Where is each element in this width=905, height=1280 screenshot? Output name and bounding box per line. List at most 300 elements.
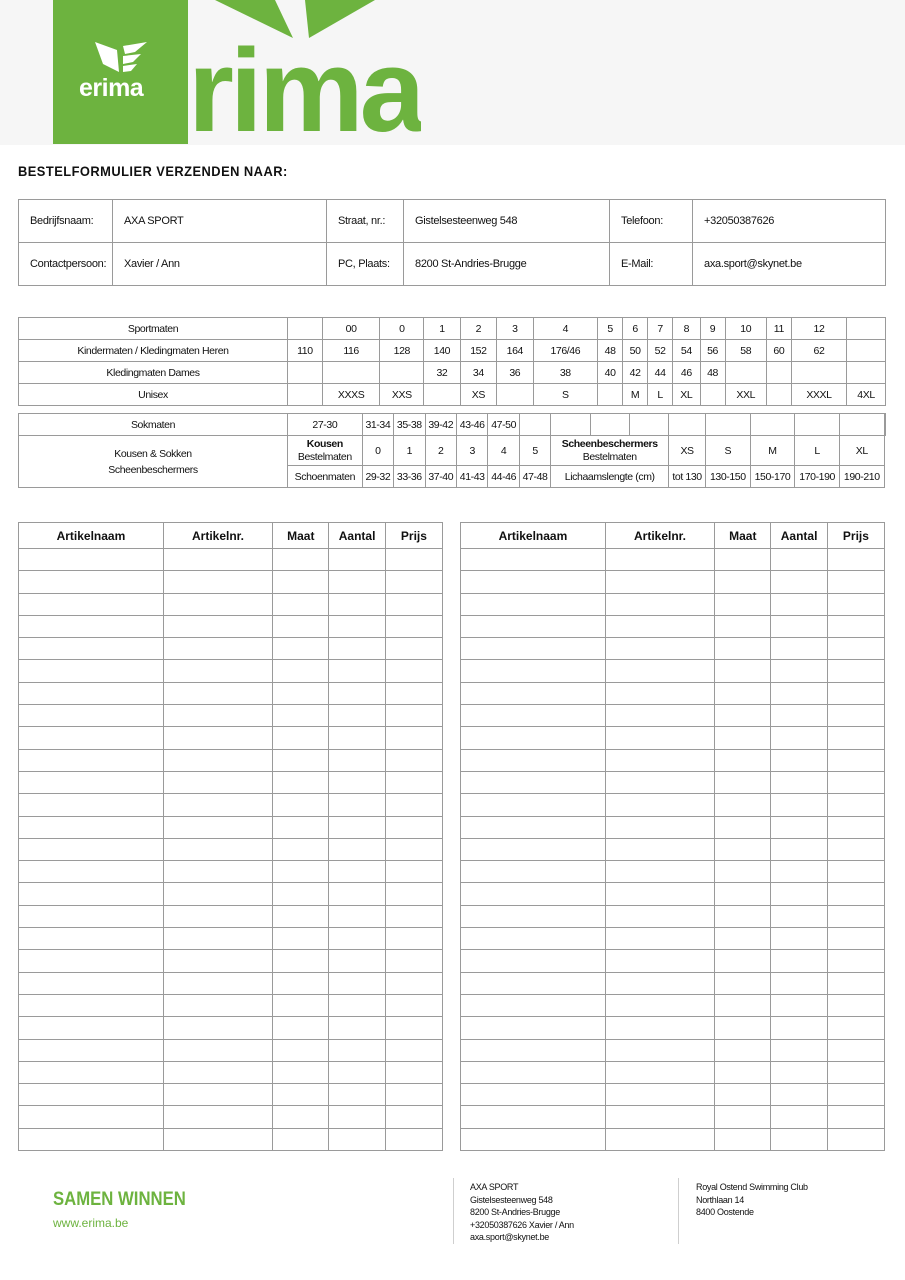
article-cell[interactable] — [461, 838, 606, 860]
article-cell[interactable] — [19, 660, 164, 682]
article-cell[interactable] — [273, 660, 329, 682]
article-cell[interactable] — [273, 771, 329, 793]
article-cell[interactable] — [163, 1106, 272, 1128]
article-cell[interactable] — [19, 615, 164, 637]
article-cell[interactable] — [273, 905, 329, 927]
article-cell[interactable] — [771, 549, 827, 571]
article-cell[interactable] — [385, 727, 442, 749]
article-cell[interactable] — [461, 593, 606, 615]
article-row — [461, 905, 885, 927]
article-cell[interactable] — [273, 1061, 329, 1083]
article-cell[interactable] — [461, 1039, 606, 1061]
article-cell[interactable] — [385, 593, 442, 615]
article-cell[interactable] — [163, 928, 272, 950]
article-cell[interactable] — [19, 638, 164, 660]
article-cell[interactable] — [273, 1106, 329, 1128]
article-cell[interactable] — [605, 1061, 714, 1083]
article-cell[interactable] — [273, 638, 329, 660]
article-cell[interactable] — [715, 771, 771, 793]
article-cell[interactable] — [329, 705, 385, 727]
article-cell[interactable] — [605, 816, 714, 838]
postal-value[interactable]: 8200 St-Andries-Brugge — [404, 243, 610, 286]
article-cell[interactable] — [605, 593, 714, 615]
article-cell[interactable] — [771, 928, 827, 950]
article-cell[interactable] — [771, 1128, 827, 1150]
article-cell[interactable] — [385, 682, 442, 704]
article-cell[interactable] — [163, 638, 272, 660]
article-cell[interactable] — [329, 838, 385, 860]
article-cell[interactable] — [163, 1017, 272, 1039]
article-cell[interactable] — [385, 972, 442, 994]
article-cell[interactable] — [329, 816, 385, 838]
article-cell[interactable] — [715, 905, 771, 927]
article-cell[interactable] — [827, 883, 884, 905]
article-cell[interactable] — [163, 905, 272, 927]
article-cell[interactable] — [19, 1106, 164, 1128]
article-cell[interactable] — [163, 861, 272, 883]
article-cell[interactable] — [461, 905, 606, 927]
article-cell[interactable] — [827, 727, 884, 749]
article-cell[interactable] — [273, 816, 329, 838]
size-cell — [288, 362, 323, 384]
article-cell[interactable] — [19, 1128, 164, 1150]
article-cell[interactable] — [605, 771, 714, 793]
size-cell: 58 — [725, 340, 766, 362]
article-cell[interactable] — [461, 660, 606, 682]
article-cell[interactable] — [385, 638, 442, 660]
article-cell[interactable] — [461, 1128, 606, 1150]
article-row — [19, 1084, 443, 1106]
article-cell[interactable] — [771, 727, 827, 749]
article-cell[interactable] — [19, 1017, 164, 1039]
article-cell[interactable] — [273, 682, 329, 704]
article-cell[interactable] — [385, 1106, 442, 1128]
article-cell[interactable] — [273, 1017, 329, 1039]
article-cell[interactable] — [19, 727, 164, 749]
article-cell[interactable] — [273, 749, 329, 771]
article-cell[interactable] — [461, 1106, 606, 1128]
article-cell[interactable] — [461, 994, 606, 1016]
article-cell[interactable] — [771, 994, 827, 1016]
article-cell[interactable] — [385, 1128, 442, 1150]
article-cell[interactable] — [771, 1039, 827, 1061]
article-cell[interactable] — [605, 705, 714, 727]
article-cell[interactable] — [329, 972, 385, 994]
article-cell[interactable] — [715, 549, 771, 571]
article-cell[interactable] — [715, 1039, 771, 1061]
article-row — [461, 549, 885, 571]
size-cell: 42 — [623, 362, 648, 384]
article-cell[interactable] — [329, 1128, 385, 1150]
article-cell[interactable] — [163, 682, 272, 704]
article-cell[interactable] — [461, 972, 606, 994]
contact-person-value[interactable]: Xavier / Ann — [113, 243, 327, 286]
article-cell[interactable] — [273, 928, 329, 950]
article-cell[interactable] — [827, 660, 884, 682]
article-cell[interactable] — [273, 615, 329, 637]
article-cell[interactable] — [329, 1017, 385, 1039]
article-cell[interactable] — [715, 1106, 771, 1128]
article-cell[interactable] — [827, 705, 884, 727]
article-cell[interactable] — [461, 727, 606, 749]
article-cell[interactable] — [163, 794, 272, 816]
article-cell[interactable] — [715, 1084, 771, 1106]
article-cell[interactable] — [329, 571, 385, 593]
article-cell[interactable] — [715, 950, 771, 972]
article-cell[interactable] — [461, 1084, 606, 1106]
article-cell[interactable] — [715, 638, 771, 660]
article-cell[interactable] — [385, 571, 442, 593]
article-cell[interactable] — [461, 950, 606, 972]
article-cell[interactable] — [163, 593, 272, 615]
article-cell[interactable] — [273, 883, 329, 905]
article-cell[interactable] — [461, 705, 606, 727]
phone-value[interactable]: +32050387626 — [693, 200, 886, 243]
article-cell[interactable] — [385, 794, 442, 816]
article-cell[interactable] — [827, 771, 884, 793]
article-cell[interactable] — [605, 950, 714, 972]
article-cell[interactable] — [605, 727, 714, 749]
article-cell[interactable] — [273, 794, 329, 816]
article-cell[interactable] — [605, 1039, 714, 1061]
article-cell[interactable] — [163, 660, 272, 682]
article-cell[interactable] — [163, 816, 272, 838]
article-cell[interactable] — [827, 928, 884, 950]
article-cell[interactable] — [605, 1017, 714, 1039]
article-cell[interactable] — [163, 950, 272, 972]
article-cell[interactable] — [329, 615, 385, 637]
footer-url[interactable]: www.erima.be — [53, 1216, 129, 1230]
size-cell: 34 — [460, 362, 496, 384]
article-cell[interactable] — [827, 1128, 884, 1150]
article-cell[interactable] — [19, 593, 164, 615]
article-cell[interactable] — [329, 1084, 385, 1106]
article-cell[interactable] — [827, 749, 884, 771]
article-cell[interactable] — [273, 549, 329, 571]
article-cell[interactable] — [827, 861, 884, 883]
article-cell[interactable] — [715, 660, 771, 682]
article-cell[interactable] — [461, 1017, 606, 1039]
article-cell[interactable] — [771, 905, 827, 927]
article-cell[interactable] — [715, 682, 771, 704]
article-cell[interactable] — [827, 571, 884, 593]
article-cell[interactable] — [461, 615, 606, 637]
article-cell[interactable] — [827, 638, 884, 660]
article-cell[interactable] — [163, 749, 272, 771]
article-cell[interactable] — [771, 1084, 827, 1106]
article-cell[interactable] — [771, 682, 827, 704]
article-cell[interactable] — [715, 727, 771, 749]
article-cell[interactable] — [385, 905, 442, 927]
article-cell[interactable] — [385, 1039, 442, 1061]
article-cell[interactable] — [273, 1084, 329, 1106]
article-cell[interactable] — [273, 972, 329, 994]
article-cell[interactable] — [715, 928, 771, 950]
article-cell[interactable] — [19, 1039, 164, 1061]
article-cell[interactable] — [385, 749, 442, 771]
article-cell[interactable] — [385, 950, 442, 972]
article-cell[interactable] — [163, 615, 272, 637]
article-cell[interactable] — [329, 950, 385, 972]
article-cell[interactable] — [385, 615, 442, 637]
sender-line: 8200 St-Andries-Brugge — [470, 1207, 560, 1218]
article-cell[interactable] — [605, 660, 714, 682]
article-cell[interactable] — [163, 1128, 272, 1150]
article-cell[interactable] — [329, 905, 385, 927]
article-cell[interactable] — [461, 749, 606, 771]
article-cell[interactable] — [605, 638, 714, 660]
article-cell[interactable] — [163, 771, 272, 793]
kousen-size: 1 — [394, 436, 425, 466]
article-cell[interactable] — [771, 660, 827, 682]
article-cell[interactable] — [273, 838, 329, 860]
article-cell[interactable] — [329, 593, 385, 615]
article-cell[interactable] — [163, 883, 272, 905]
article-cell[interactable] — [385, 883, 442, 905]
article-cell[interactable] — [605, 1084, 714, 1106]
article-cell[interactable] — [605, 838, 714, 860]
article-cell[interactable] — [385, 838, 442, 860]
size-cell: 140 — [424, 340, 460, 362]
article-cell[interactable] — [19, 861, 164, 883]
article-cell[interactable] — [19, 794, 164, 816]
article-cell[interactable] — [827, 1084, 884, 1106]
article-cell[interactable] — [461, 571, 606, 593]
article-cell[interactable] — [461, 638, 606, 660]
article-cell[interactable] — [385, 660, 442, 682]
article-cell[interactable] — [19, 682, 164, 704]
article-cell[interactable] — [385, 861, 442, 883]
article-cell[interactable] — [605, 883, 714, 905]
sock-cell — [750, 414, 795, 436]
article-cell[interactable] — [771, 816, 827, 838]
article-cell[interactable] — [771, 1106, 827, 1128]
article-cell[interactable] — [827, 838, 884, 860]
article-cell[interactable] — [827, 1106, 884, 1128]
article-cell[interactable] — [827, 549, 884, 571]
article-cell[interactable] — [163, 1061, 272, 1083]
article-cell[interactable] — [605, 1106, 714, 1128]
article-row — [19, 660, 443, 682]
article-cell[interactable] — [273, 705, 329, 727]
size-row-label: Sportmaten — [19, 318, 288, 340]
article-cell[interactable] — [827, 972, 884, 994]
article-cell[interactable] — [715, 1017, 771, 1039]
article-cell[interactable] — [19, 1084, 164, 1106]
email-value[interactable]: axa.sport@skynet.be — [693, 243, 886, 286]
article-cell[interactable] — [771, 705, 827, 727]
article-cell[interactable] — [273, 1128, 329, 1150]
sender-line: AXA SPORT — [470, 1182, 519, 1192]
article-cell[interactable] — [329, 794, 385, 816]
article-cell[interactable] — [605, 861, 714, 883]
article-cell[interactable] — [163, 1039, 272, 1061]
article-cell[interactable] — [771, 883, 827, 905]
article-cell[interactable] — [461, 549, 606, 571]
article-cell[interactable] — [715, 994, 771, 1016]
article-cell[interactable] — [329, 749, 385, 771]
article-cell[interactable] — [715, 1128, 771, 1150]
article-header: Artikelnaam — [461, 523, 606, 549]
article-cell[interactable] — [827, 1061, 884, 1083]
article-cell[interactable] — [19, 1061, 164, 1083]
article-cell[interactable] — [771, 1017, 827, 1039]
article-cell[interactable] — [715, 593, 771, 615]
article-cell[interactable] — [273, 994, 329, 1016]
article-cell[interactable] — [605, 1128, 714, 1150]
article-cell[interactable] — [827, 615, 884, 637]
article-row — [19, 638, 443, 660]
article-cell[interactable] — [715, 705, 771, 727]
article-cell[interactable] — [461, 883, 606, 905]
article-row — [461, 1128, 885, 1150]
article-cell[interactable] — [461, 771, 606, 793]
article-cell[interactable] — [273, 950, 329, 972]
article-cell[interactable] — [461, 816, 606, 838]
article-cell[interactable] — [461, 928, 606, 950]
article-cell[interactable] — [605, 794, 714, 816]
article-cell[interactable] — [329, 928, 385, 950]
article-cell[interactable] — [605, 549, 714, 571]
article-cell[interactable] — [385, 816, 442, 838]
article-cell[interactable] — [19, 705, 164, 727]
article-cell[interactable] — [273, 571, 329, 593]
article-cell[interactable] — [19, 905, 164, 927]
scheen-header — [551, 436, 669, 466]
article-cell[interactable] — [771, 638, 827, 660]
company-value[interactable]: AXA SPORT — [113, 200, 327, 243]
article-cell[interactable] — [19, 928, 164, 950]
article-row — [19, 905, 443, 927]
article-cell[interactable] — [715, 1061, 771, 1083]
article-cell[interactable] — [605, 571, 714, 593]
article-cell[interactable] — [827, 1017, 884, 1039]
article-cell[interactable] — [385, 994, 442, 1016]
article-cell[interactable] — [771, 838, 827, 860]
erima-logo — [53, 0, 188, 144]
article-cell[interactable] — [329, 1039, 385, 1061]
sender-address — [470, 1181, 574, 1244]
article-cell[interactable] — [827, 1039, 884, 1061]
article-cell[interactable] — [827, 593, 884, 615]
article-cell[interactable] — [715, 749, 771, 771]
article-cell[interactable] — [329, 883, 385, 905]
article-cell[interactable] — [163, 838, 272, 860]
article-cell[interactable] — [19, 571, 164, 593]
article-cell[interactable] — [329, 549, 385, 571]
article-cell[interactable] — [461, 861, 606, 883]
article-cell[interactable] — [163, 1084, 272, 1106]
article-cell[interactable] — [827, 816, 884, 838]
article-cell[interactable] — [385, 928, 442, 950]
article-cell[interactable] — [329, 660, 385, 682]
article-cell[interactable] — [19, 816, 164, 838]
article-cell[interactable] — [163, 727, 272, 749]
article-cell[interactable] — [715, 615, 771, 637]
article-cell[interactable] — [19, 994, 164, 1016]
article-cell[interactable] — [163, 549, 272, 571]
article-cell[interactable] — [163, 571, 272, 593]
article-cell[interactable] — [329, 1061, 385, 1083]
article-cell[interactable] — [715, 883, 771, 905]
article-cell[interactable] — [461, 1061, 606, 1083]
article-cell[interactable] — [329, 638, 385, 660]
article-cell[interactable] — [19, 972, 164, 994]
article-cell[interactable] — [771, 571, 827, 593]
article-cell[interactable] — [827, 950, 884, 972]
article-row — [461, 1084, 885, 1106]
article-row — [461, 660, 885, 682]
article-cell[interactable] — [329, 727, 385, 749]
article-cell[interactable] — [605, 615, 714, 637]
article-cell[interactable] — [163, 705, 272, 727]
article-cell[interactable] — [771, 771, 827, 793]
street-value[interactable]: Gistelsesteenweg 548 — [404, 200, 610, 243]
article-cell[interactable] — [771, 749, 827, 771]
article-cell[interactable] — [605, 905, 714, 927]
article-cell[interactable] — [19, 549, 164, 571]
article-cell[interactable] — [273, 1039, 329, 1061]
article-cell[interactable] — [19, 950, 164, 972]
article-cell[interactable] — [827, 905, 884, 927]
article-cell[interactable] — [771, 593, 827, 615]
article-cell[interactable] — [827, 682, 884, 704]
article-cell[interactable] — [329, 771, 385, 793]
article-cell[interactable] — [771, 972, 827, 994]
article-cell[interactable] — [605, 972, 714, 994]
article-cell[interactable] — [605, 994, 714, 1016]
article-cell[interactable] — [715, 816, 771, 838]
article-cell[interactable] — [771, 1061, 827, 1083]
article-cell[interactable] — [385, 1084, 442, 1106]
article-cell[interactable] — [385, 549, 442, 571]
article-cell[interactable] — [385, 705, 442, 727]
article-cell[interactable] — [715, 861, 771, 883]
article-cell[interactable] — [461, 682, 606, 704]
article-cell[interactable] — [329, 682, 385, 704]
article-cell[interactable] — [329, 1106, 385, 1128]
article-cell[interactable] — [771, 861, 827, 883]
article-cell[interactable] — [715, 838, 771, 860]
article-cell[interactable] — [273, 593, 329, 615]
article-cell[interactable] — [19, 883, 164, 905]
article-cell[interactable] — [715, 794, 771, 816]
article-cell[interactable] — [605, 682, 714, 704]
article-cell[interactable] — [771, 615, 827, 637]
article-cell[interactable] — [715, 571, 771, 593]
article-cell[interactable] — [605, 928, 714, 950]
article-cell[interactable] — [329, 994, 385, 1016]
article-cell[interactable] — [605, 749, 714, 771]
article-cell[interactable] — [163, 972, 272, 994]
article-cell[interactable] — [385, 1061, 442, 1083]
article-cell[interactable] — [273, 861, 329, 883]
article-cell[interactable] — [827, 794, 884, 816]
article-cell[interactable] — [19, 749, 164, 771]
article-cell[interactable] — [771, 794, 827, 816]
article-cell[interactable] — [771, 950, 827, 972]
article-cell[interactable] — [385, 771, 442, 793]
article-cell[interactable] — [19, 771, 164, 793]
article-cell[interactable] — [329, 861, 385, 883]
article-cell[interactable] — [385, 1017, 442, 1039]
article-cell[interactable] — [19, 838, 164, 860]
article-cell[interactable] — [461, 794, 606, 816]
article-cell[interactable] — [827, 994, 884, 1016]
article-cell[interactable] — [273, 727, 329, 749]
article-cell[interactable] — [163, 994, 272, 1016]
article-cell[interactable] — [715, 972, 771, 994]
